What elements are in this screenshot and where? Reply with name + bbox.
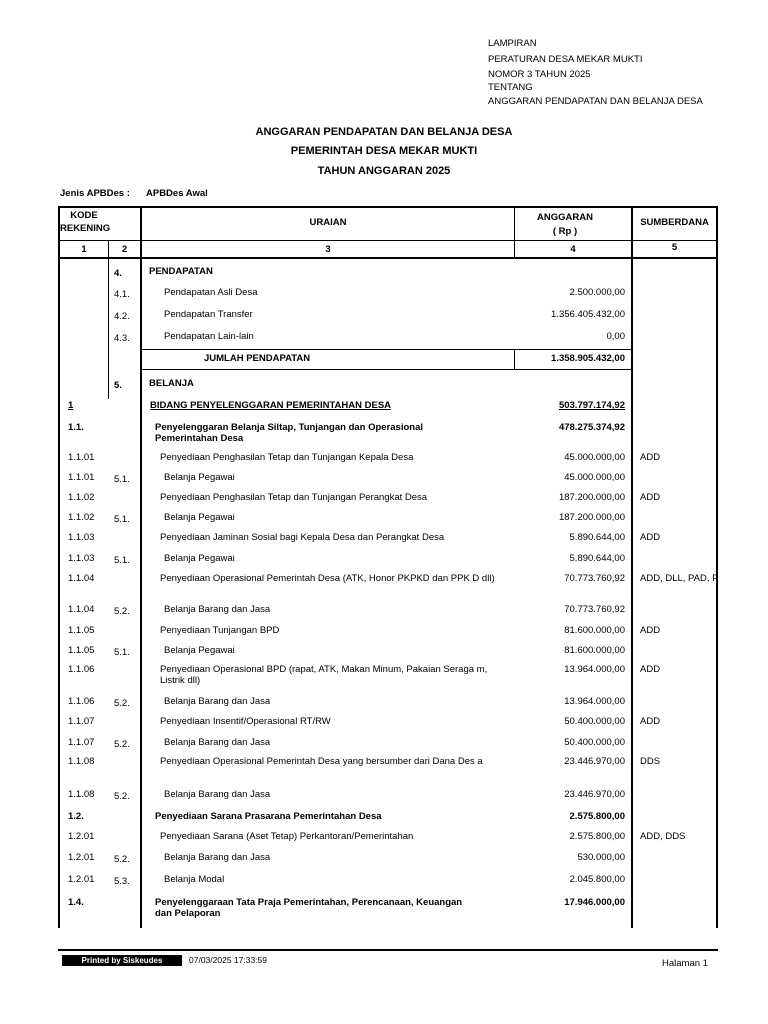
row-jumlah-pendapatan [0,353,768,373]
th-anggaran-unit: ( Rp ) [552,226,578,237]
uraian: Penyelenggaran Belanja Siltap, Tunjangan dan Operasional Pemerintahan Desa [155,422,423,444]
table-row [0,831,768,851]
anggaran: 5.890.644,00 [569,553,625,564]
kode-rekening: 1.1.02 [68,512,95,523]
uraian: Belanja Modal [164,874,225,885]
footer-rule [58,949,718,951]
doc-title: ANGGARAN PENDAPATAN DAN BELANJA DESA [255,126,513,138]
th-sumberdana: SUMBERDANA [640,217,709,228]
uraian: Penyediaan Sarana (Aset Tetap) Perkantoran/Pemerintahan [160,831,414,842]
sumberdana: ADD [640,452,661,463]
doc-subtitle: PEMERINTAH DESA MEKAR MUKTI [290,145,478,157]
uraian: Belanja Pegawai [164,553,235,564]
uraian: Pendapatan Asli Desa [164,287,258,298]
uraian: Pendapatan Lain-lain [164,331,254,342]
th-kode: KODE [70,210,98,221]
uraian: Belanja Barang dan Jasa [164,852,271,863]
anggaran: 187.200.000,00 [558,512,625,523]
th-anggaran: ANGGARAN [537,212,593,223]
sumberdana: DDS [640,756,661,767]
th-num-5: 5 [671,242,678,253]
kode-rekening: 1.1.03 [68,553,95,564]
header-divider [58,240,718,241]
uraian: BIDANG PENYELENGGARAN PEMERINTAHAN DESA [150,400,392,411]
anggaran: 23.446.970,00 [564,756,625,767]
numbers-divider [58,257,718,259]
kode-rekening: 1.1.06 [68,664,95,675]
th-num-3: 3 [325,244,331,255]
kode-rekening: 1.2.01 [68,831,95,842]
header-line-lampiran: LAMPIRAN [488,38,537,49]
sumberdana: ADD [640,716,661,727]
kode: 4.1. [114,289,130,300]
kode-rekening: 1.1.02 [68,492,95,503]
uraian: Belanja Barang dan Jasa [164,737,271,748]
table-row [0,492,768,512]
uraian: Belanja Pegawai [164,472,235,483]
table-row [0,532,768,552]
table-row [0,789,768,809]
label-belanja: BELANJA [149,378,194,389]
kode-pendapatan: 4. [114,268,122,279]
uraian: Penyediaan Jaminan Sosial bagi Kepala Desa dan Perangkat Desa [160,532,445,543]
table-row [0,604,768,624]
kode-rekening: 1 [68,400,74,411]
anggaran: 1.356.405.432,00 [551,309,625,320]
table-row [0,874,768,894]
uraian: Penyediaan Penghasilan Tetap dan Tunjangan Kepala Desa [160,452,414,463]
th-num-2: 2 [121,244,128,255]
kode-belanja: 5.1. [114,647,130,658]
doc-year: TAHUN ANGGARAN 2025 [317,165,451,177]
anggaran: 2.575.800,00 [569,831,625,842]
row-pendapatan-item [0,287,768,307]
kode-rekening: 1.1.07 [68,737,95,748]
uraian: Penyediaan Operasional Pemerintah Desa (ATK, Honor PKPKD dan PPK D dll) [160,573,495,584]
table-row [0,400,768,420]
kode-rekening: 1.1.04 [68,604,95,615]
uraian: Belanja Pegawai [164,645,235,656]
kode-belanja: 5.2. [114,606,130,617]
uraian: Penyediaan Insentif/Operasional RT/RW [160,716,331,727]
anggaran: 17.946.000,00 [564,897,625,908]
sumberdana: ADD [640,664,661,675]
anggaran: 45.000.000,00 [564,452,625,463]
table-row [0,897,768,917]
kode-rekening: 1.1.01 [68,472,95,483]
kode-belanja: 5.2. [114,854,130,865]
table-row [0,645,768,665]
uraian: Belanja Barang dan Jasa [164,696,271,707]
header-line-peraturan: PERATURAN DESA MEKAR MUKTI [488,54,643,65]
anggaran: 70.773.760,92 [564,573,625,584]
header-line-judul: ANGGARAN PENDAPATAN DAN BELANJA DESA [488,96,703,107]
anggaran: 2.575.800,00 [569,811,625,822]
kode-belanja: 5.2. [114,791,130,802]
th-num-1: 1 [81,244,87,255]
uraian: Belanja Pegawai [164,512,235,523]
kode-rekening: 1.1.06 [68,696,95,707]
jumlah-value: 1.358.905.432,00 [551,353,625,364]
sumberdana: ADD, DDS [640,831,686,842]
print-datetime: 07/03/2025 17:33:59 [189,955,267,965]
table-row [0,852,768,872]
anggaran: 81.600.000,00 [564,625,625,636]
anggaran: 13.964.000,00 [564,696,625,707]
uraian: Penyelenggaraan Tata Praja Pemerintahan, Perencanaan, Keuangan dan Pelaporan [155,897,463,919]
sumberdana: ADD [640,625,661,636]
kode-rekening: 1.1.08 [68,756,95,767]
label-pendapatan: PENDAPATAN [149,266,213,277]
kode-rekening: 1.1.01 [68,452,95,463]
table-top-border [58,206,718,208]
sumberdana: ADD, DLL, PAD, P [640,573,719,584]
kode-rekening: 1.1.03 [68,532,95,543]
anggaran: 23.446.970,00 [564,789,625,800]
header-line-tentang: TENTANG [488,82,533,93]
kode-rekening: 1.1.07 [68,716,95,727]
anggaran: 5.890.644,00 [569,532,625,543]
kode-rekening: 1.1.08 [68,789,95,800]
anggaran: 50.400.000,00 [564,737,625,748]
anggaran: 2.500.000,00 [569,287,625,298]
printed-by-badge: Printed by Siskeudes [62,955,182,966]
th-uraian: URAIAN [309,217,347,228]
anggaran: 0,00 [606,331,625,342]
anggaran: 478.275.374,92 [558,422,625,433]
row-pendapatan-item [0,309,768,329]
kode-rekening: 1.2. [68,811,84,822]
uraian: Belanja Barang dan Jasa [164,789,271,800]
table-row [0,811,768,831]
anggaran: 50.400.000,00 [564,716,625,727]
anggaran: 503.797.174,92 [558,400,625,411]
kode-rekening: 1.2.01 [68,852,95,863]
kode-rekening: 1.4. [68,897,84,908]
table-row [0,472,768,492]
anggaran: 45.000.000,00 [564,472,625,483]
page-number: Halaman 1 [662,958,708,969]
anggaran: 81.600.000,00 [564,645,625,656]
anggaran: 13.964.000,00 [564,664,625,675]
uraian: Penyediaan Operasional Pemerintah Desa yang bersumber dari Dana Des a [160,756,483,767]
uraian: Penyediaan Penghasilan Tetap dan Tunjangan Perangkat Desa [160,492,428,503]
kode-rekening: 1.1.05 [68,645,95,656]
table-row [0,553,768,573]
kode-belanja: 5.1. [114,474,130,485]
table-row [0,716,768,736]
anggaran: 2.045.800,00 [569,874,625,885]
anggaran: 70.773.760,92 [564,604,625,615]
kode-belanja: 5.3. [114,876,130,887]
sumberdana: ADD [640,532,661,543]
row-pendapatan-item [0,331,768,351]
anggaran: 530.000,00 [577,852,625,863]
uraian: Pendapatan Transfer [164,309,253,320]
kode-rekening: 1.1.05 [68,625,95,636]
kode-rekening: 1.2.01 [68,874,95,885]
table-row [0,422,768,442]
jenis-label: Jenis APBDes : [60,188,130,199]
uraian: Belanja Barang dan Jasa [164,604,271,615]
header-line-nomor: NOMOR 3 TAHUN 2025 [488,69,591,80]
kode: 4.2. [114,311,130,322]
kode-belanja: 5.2. [114,739,130,750]
jumlah-label: JUMLAH PENDAPATAN [204,353,311,364]
th-rekening: REKENING [60,223,111,234]
row-belanja [0,378,768,398]
anggaran: 187.200.000,00 [558,492,625,503]
table-row [0,737,768,757]
kode: 4.3. [114,333,130,344]
jenis-value: APBDes Awal [146,188,208,199]
kode-rekening: 1.1. [68,422,84,433]
table-row [0,452,768,472]
sumberdana: ADD [640,492,661,503]
uraian: Penyediaan Sarana Prasarana Pemerintahan Desa [155,811,382,822]
uraian: Penyediaan Tunjangan BPD [160,625,280,636]
kode-belanja: 5.1. [114,514,130,525]
kode-belanja: 5. [114,380,122,391]
th-num-4: 4 [570,244,576,255]
table-row [0,756,768,776]
row-pendapatan [0,266,768,286]
table-row [0,664,768,684]
table-row [0,573,768,593]
table-row [0,512,768,532]
uraian: Penyediaan Operasional BPD (rapat, ATK, Makan Minum, Pakaian Seraga m, Listrik dll) [160,664,488,686]
kode-belanja: 5.2. [114,698,130,709]
kode-rekening: 1.1.04 [68,573,95,584]
kode-belanja: 5.1. [114,555,130,566]
table-row [0,625,768,645]
table-row [0,696,768,716]
